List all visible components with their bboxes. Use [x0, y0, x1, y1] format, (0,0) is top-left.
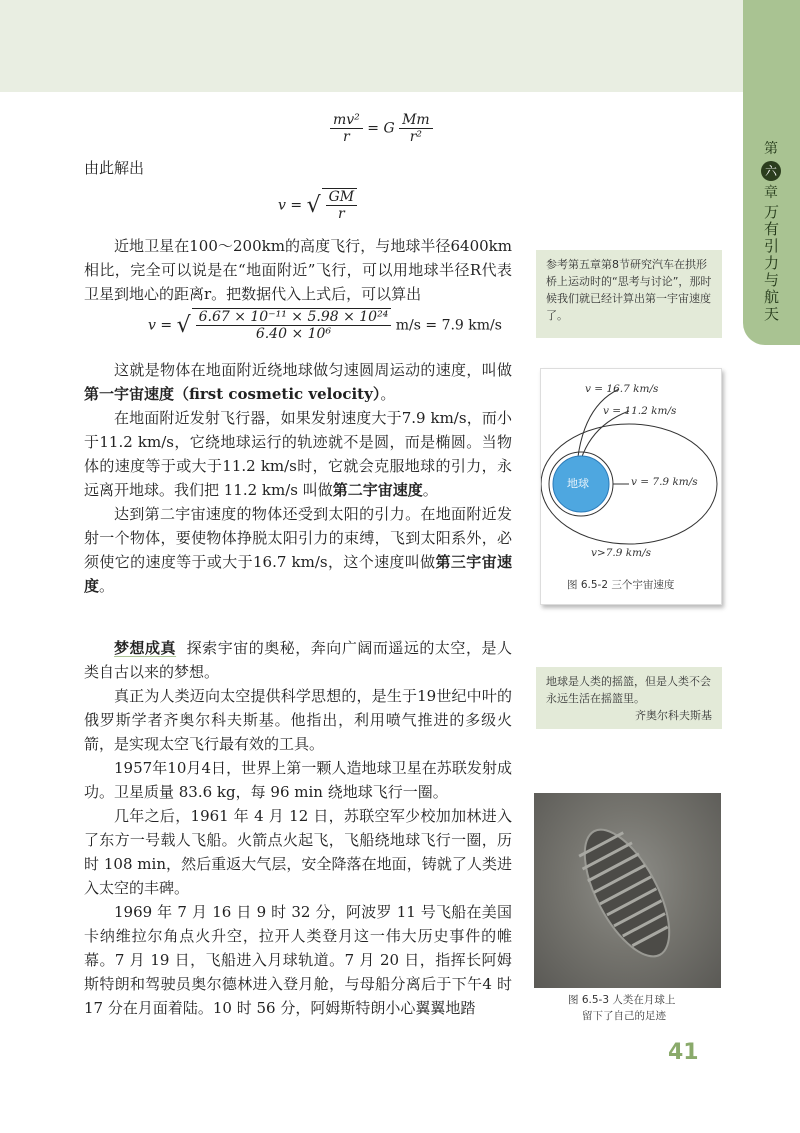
- section-dream-come-true: 梦想成真 探索宇宙的奥秘，奔向广阔而遥远的太空，是人类自古以来的梦想。 真正为人类迈向太空提供科学思想的，是生于19世纪中叶的俄罗斯学者齐奥尔科夫斯基。他指出，利用喷气推进的多级火箭，是实现太空飞行最有效的工具。 1957年10月4日，世界上第一颗人造地球卫星在苏联发射成功。卫星质量 83.6 kg，每 96 min 绕地球飞行一圈。 几年之后，1961 年 4 月 12 日，苏联空军少校加加林进入了东方一号载人飞船。火箭点火起飞，飞船绕地球飞行一圈，历时 108 min，然后重返大气层，安全降落在地面，铸就了人类进入太空的丰碑。 1969 年 7 月 16 日 9 时 32 分，阿波罗 11 号飞船在美国卡纳维拉尔角点火升空，拉开人类登月这一伟大历史事件的帷幕。7 月 19 日，飞船进入月球轨道。7 月 20 日，指挥长阿姆斯特朗和驾驶员奥尔德林进入登月舱，与母船分离后于下午4 时 17 分在月面着陆。10 时 56 分，阿姆斯特朗小心翼翼地踏: [84, 639, 512, 1017]
- label-v-7-9: v = 7.9 km/s: [631, 476, 698, 488]
- figure-caption-6-5-3: 图 6.5-3 人类在月球上 留下了自己的足迹: [568, 994, 676, 1022]
- margin-note-reference: 参考第五章第8节研究汽车在拱形桥上运动时的“思考与讨论”，那时候我们就已经计算出第一宇宙速度了。: [536, 250, 722, 338]
- section-heading-dream: 梦想成真: [114, 639, 177, 657]
- label-v-11-2: v = 11.2 km/s: [603, 405, 677, 417]
- paragraph-cosmic-velocities: 这就是物体在地面附近绕地球做匀速圆周运动的速度，叫做第一宇宙速度（first cosmetic velocity）。 在地面附近发射飞行器，如果发射速度大于7.9 km/s，而小于11.2 km/s，它绕地球运行的轨迹就不是圆，而是椭圆。当物体的速度等于或大于11.2 km/s时，它就会克服地球的引力，永远离开地球。我们把 11.2 km/s 叫做第二宇宙速度。 达到第二宇宙速度的物体还受到太阳的引力。在地面附近发射一个物体，要使物体挣脱太阳引力的束缚，飞到太阳系外，必须使它的速度等于或大于16.7 km/s，这个速度叫做第三宇宙速度。: [84, 361, 512, 595]
- equation-velocity: v = √ $\frac{GM}{r}$: [278, 188, 357, 222]
- label-earth: 地球: [567, 477, 589, 490]
- chapter-number-badge: 六: [761, 161, 781, 181]
- quote-text: 地球是人类的摇篮，但是人类不会永远生活在摇篮里。: [546, 675, 711, 705]
- footprint-drawing: [534, 793, 721, 988]
- term-third-cosmic: 第三宇宙速度: [84, 553, 512, 595]
- equation-first-cosmic-calc: v = √ $\frac{\text{6.67 × 10⁻¹¹ × 5.98 × 10²⁴}}{\text{6.40 × 10⁶}}$ m/s = 7.9 km/s: [148, 309, 502, 342]
- label-v-16-7: v = 16.7 km/s: [585, 383, 659, 395]
- chapter-title: 万有引力与航天: [762, 204, 780, 323]
- margin-note-quote: [536, 667, 722, 729]
- chapter-label: [746, 140, 796, 323]
- term-second-cosmic: 第二宇宙速度: [332, 481, 423, 499]
- figure-three-cosmic-velocities: [540, 368, 722, 605]
- equation-gravity-centripetal: $\frac{\text{mv²}}{r}$ = G $\frac{Mm}{\text{r²}}$: [330, 112, 433, 145]
- term-first-cosmic: 第一宇宙速度（first cosmetic velocity）: [84, 385, 381, 403]
- chapter-suffix: 章: [764, 185, 778, 201]
- page-number: 41: [668, 1040, 699, 1065]
- footprint-outline: [568, 817, 687, 969]
- solve-line: 由此解出: [84, 159, 145, 177]
- figure-caption-6-5-2: 图 6.5-2 三个宇宙速度: [567, 579, 675, 591]
- page-header-band: [0, 0, 743, 92]
- chapter-prefix: 第: [764, 141, 778, 157]
- photo-moon-footprint: [534, 793, 721, 988]
- label-v-gt-7-9: v>7.9 km/s: [591, 547, 652, 559]
- quote-author: 齐奥尔科夫斯基: [635, 709, 712, 722]
- paragraph-near-earth: 近地卫星在100～200km的高度飞行，与地球半径6400km相比，完全可以说是在“地面附近”飞行，可以用地球半径R代表卫星到地心的距离r。把数据代入上式后，可以算出: [84, 237, 512, 303]
